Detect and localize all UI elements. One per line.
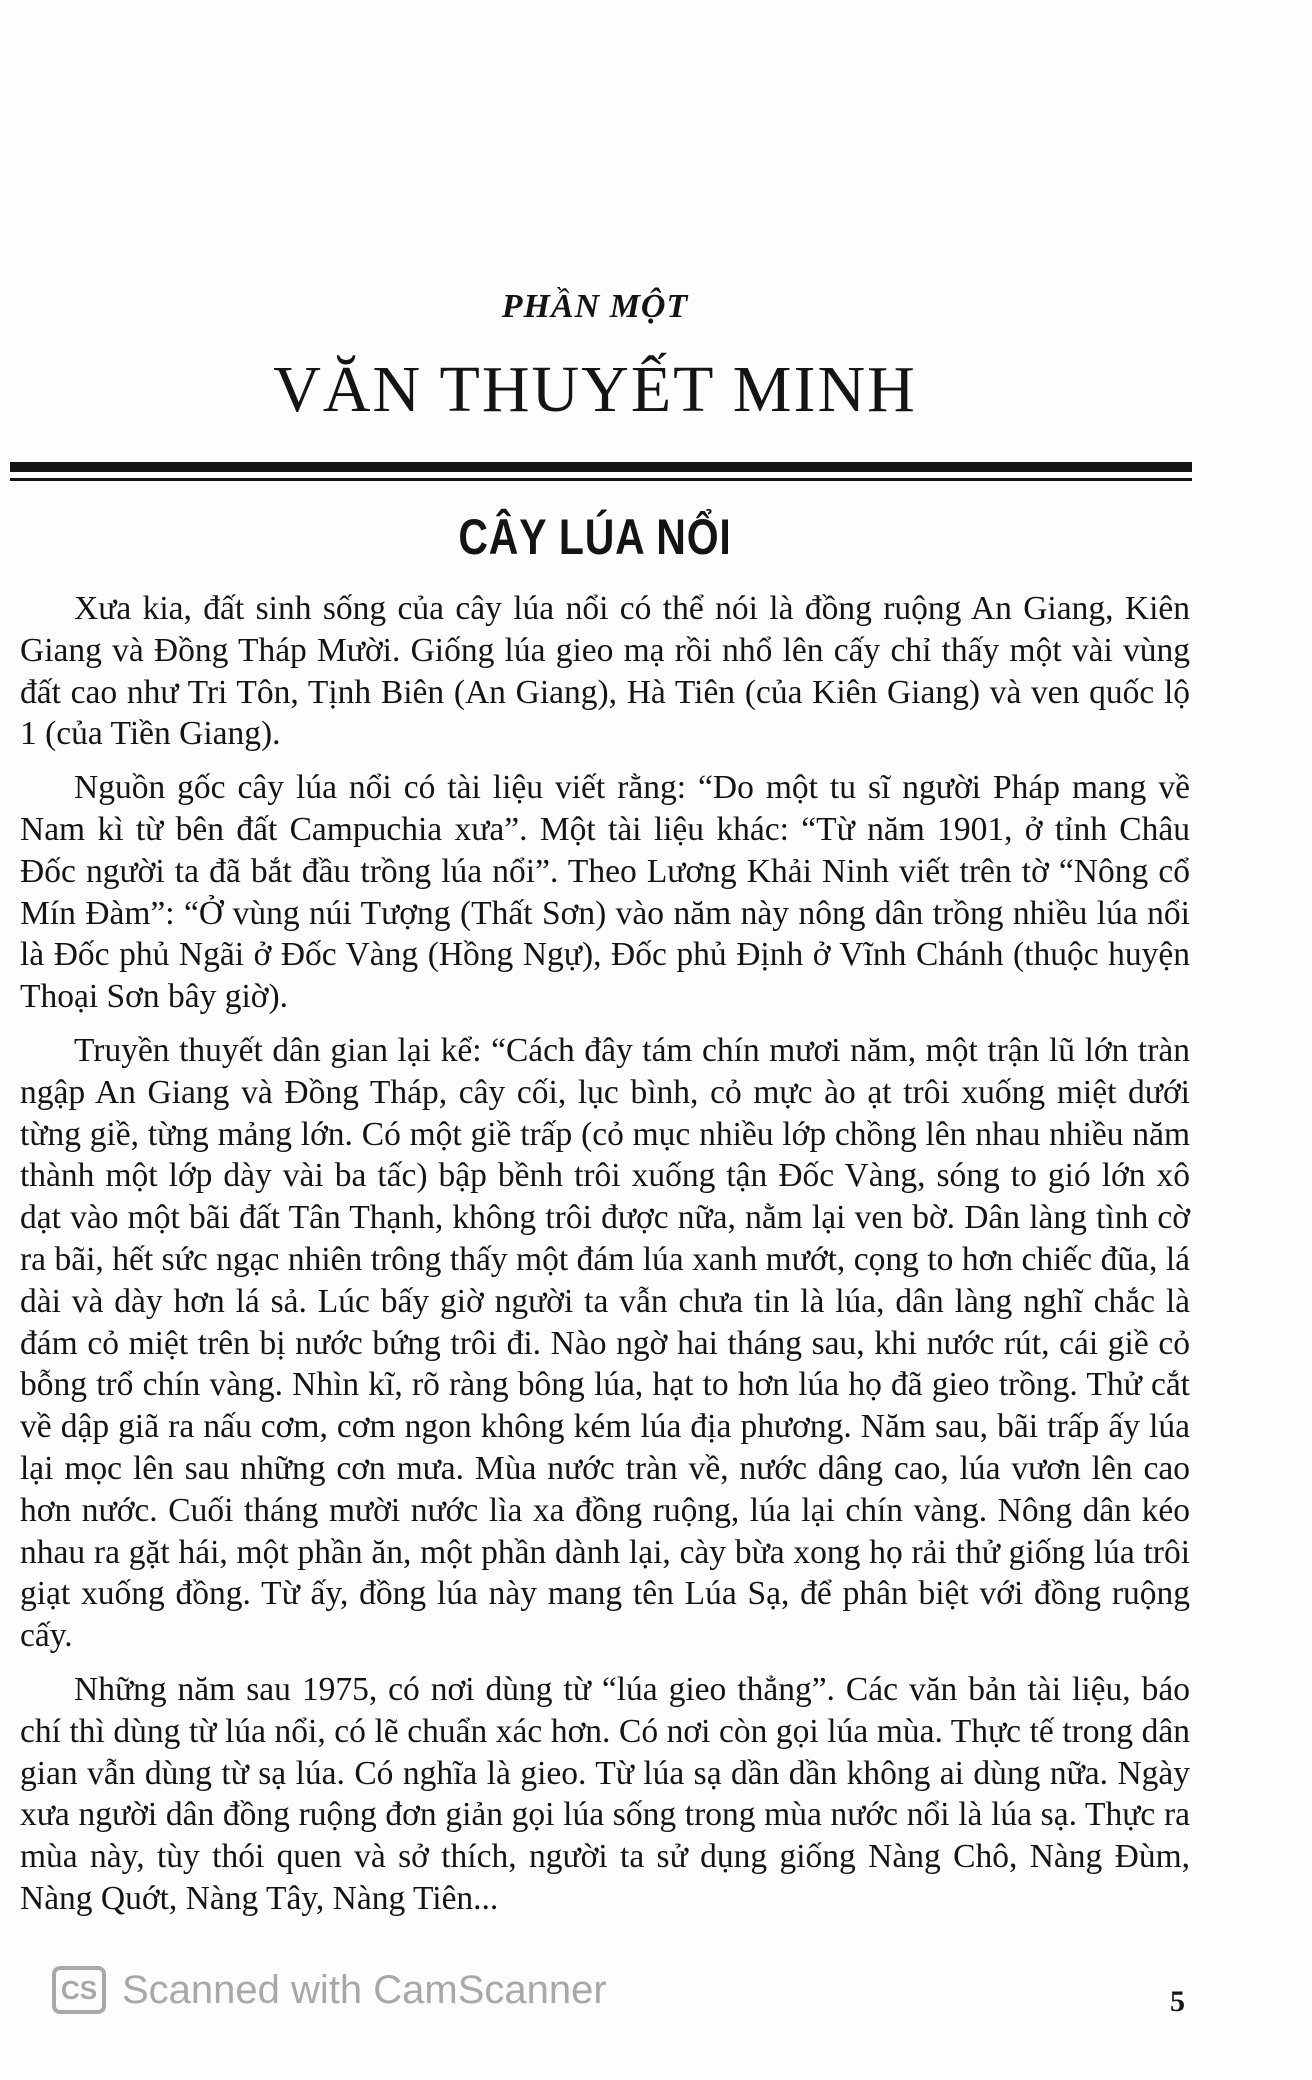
camscanner-watermark [52, 1960, 607, 2020]
paragraph-2: Nguồn gốc cây lúa nổi có tài liệu viết rằng: “Do một tu sĩ người Pháp mang về Nam kì từ bên đất Campuchia xưa”. Một tài liệu khác: “Từ năm 1901, ở tỉnh Châu Đốc người ta đã bắt đầu trồng lúa nổi”. Theo Lương Khải Ninh viết trên tờ “Nông cổ Mín Đàm”: “Ở vùng núi Tượng (Thất Sơn) vào năm này nông dân trồng nhiều lúa nổi là Đốc phủ Ngãi ở Đốc Vàng (Hồng Ngự), Đốc phủ Định ở Vĩnh Chánh (thuộc huyện Thoại Sơn bây giờ). [20, 769, 1190, 1016]
watermark-text: Scanned with CamScanner [122, 1967, 607, 2012]
paragraph-4: Những năm sau 1975, có nơi dùng từ “lúa gieo thẳng”. Các văn bản tài liệu, báo chí thì dùng từ lúa nổi, có lẽ chuẩn xác hơn. Có nơi còn gọi lúa mùa. Thực tế trong dân gian vẫn dùng từ sạ lúa. Có nghĩa là gieo. Từ lúa sạ dần dần không ai dùng nữa. Ngày xưa người dân đồng ruộng đơn giản gọi lúa sống trong mùa nước nổi là lúa sạ. Thực ra mùa này, tùy thói quen và sở thích, người ta sử dụng giống Nàng Chô, Nàng Đùm, Nàng Quớt, Nàng Tây, Nàng Tiên... [20, 1670, 1190, 1917]
title-divider-thin [10, 478, 1192, 481]
page-number: 5 [1170, 1985, 1185, 2018]
paragraph-1: Xưa kia, đất sinh sống của cây lúa nổi có thể nói là đồng ruộng An Giang, Kiên Giang và Đồng Tháp Mười. Giống lúa gieo mạ rồi nhổ lên cấy chỉ thấy một vài vùng đất cao như Tri Tôn, Tịnh Biên (An Giang), Hà Tiên (của Kiên Giang) và ven quốc lộ 1 (của Tiền Giang). [20, 590, 1190, 753]
camscanner-logo-icon: CS [52, 1966, 106, 2014]
title-divider-thick [10, 462, 1192, 472]
part-label: PHẦN MỘT [501, 288, 689, 325]
paragraph-3: Truyền thuyết dân gian lại kể: “Cách đây tám chín mươi năm, một trận lũ lớn tràn ngập An Giang và Đồng Tháp, cây cối, lục bình, cỏ mực ào ạt trôi xuống miệt dưới từng giề, từng mảng lớn. Có một giề trấp (cỏ mục nhiều lớp chồng lên nhau nhiều năm thành một lớp dày vài ba tấc) bập bềnh trôi xuống tận Đốc Vàng, sóng to gió lớn xô dạt vào một bãi đất Tân Thạnh, không trôi được nữa, nằm lại ven bờ. Dân làng tình cờ ra bãi, hết sức ngạc nhiên trông thấy một đám lúa xanh mướt, cọng to hơn chiếc đũa, lá dài và dày hơn lá sả. Lúc bấy giờ người ta vẫn chưa tin là lúa, dân làng nghĩ chắc là đám cỏ miệt trên bị nước bứng trôi đi. Nào ngờ hai tháng sau, khi nước rút, cái giề cỏ bỗng trổ chín vàng. Nhìn kĩ, rõ ràng bông lúa, hạt to hơn lúa họ đã gieo trồng. Thử cắt về dập giã ra nấu cơm, cơm ngon không kém lúa địa phương. Năm sau, bãi trấp ấy lúa lại mọc lên sau những cơn mưa. Mùa nước tràn về, nước dâng cao, lúa vươn lên cao hơn nước. Cuối tháng mười nước lìa xa đồng ruộng, lúa lại chín vàng. Nông dân kéo nhau ra gặt hái, một phần ăn, một phần dành lại, cày bừa xong họ rải thử giống lúa trôi giạt xuống đồng. Từ ấy, đồng lúa này mang tên Lúa Sạ, để phân biệt với đồng ruộng cấy. [20, 1031, 1190, 1655]
article-body [20, 588, 1190, 1932]
part-title: VĂN THUYẾT MINH [273, 353, 917, 426]
article-title: CÂY LÚA NỔI [458, 509, 732, 565]
